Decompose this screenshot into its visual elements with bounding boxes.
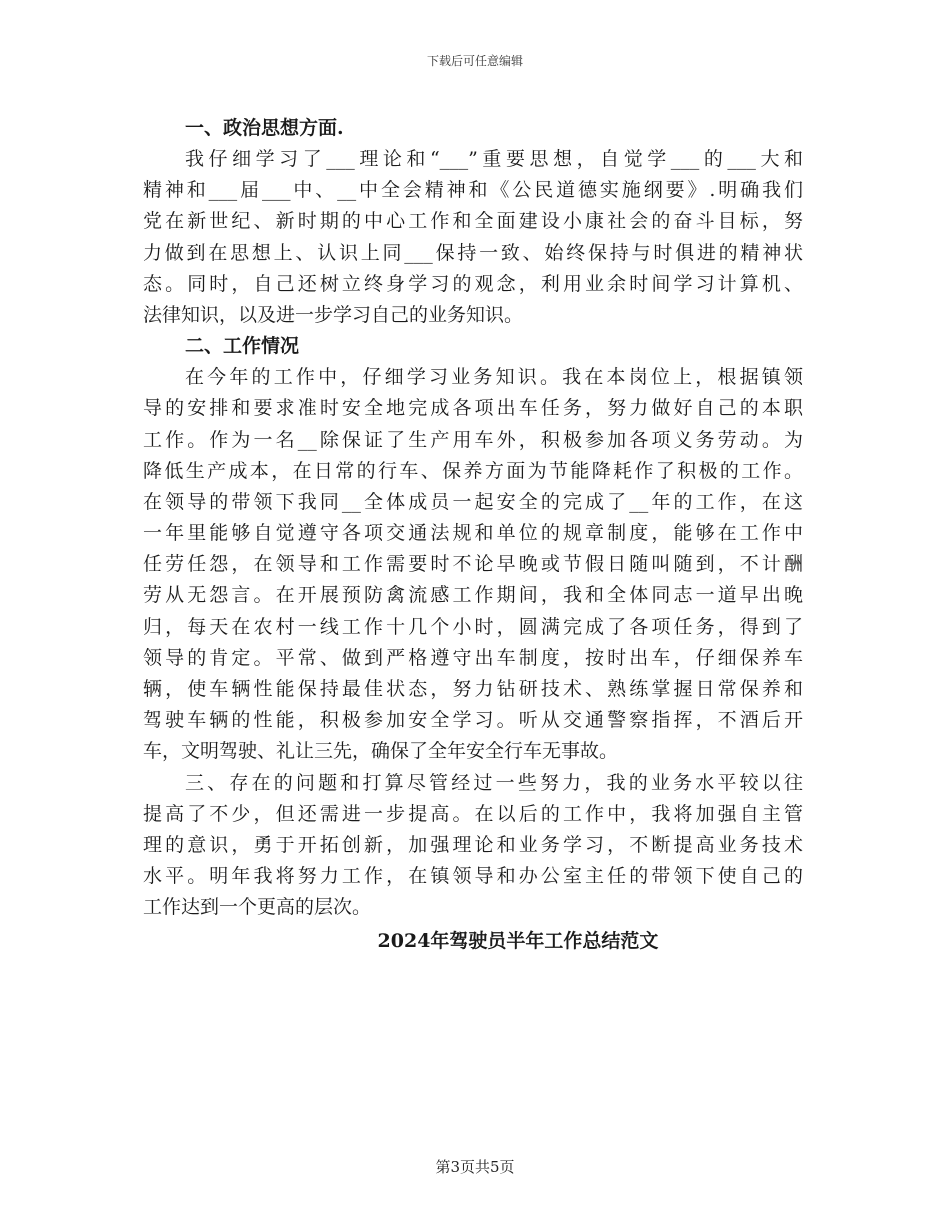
text-line: 工作达到一个更高的层次。 (143, 896, 372, 919)
text-line: 任劳任怨，在领导和工作需要时不论早晚或节假日随叫随到，不计酬 (143, 553, 803, 576)
text-line: 辆，使车辆性能保持最佳状态，努力钻研技术、熟练掌握日常保养和 (143, 678, 803, 700)
text-line: 精神和___届___中、__中全会精神和《公民道德实施纲要》.明确我们 (143, 179, 803, 202)
paragraph-problems-plans (143, 768, 803, 924)
text-line: 在今年的工作中，仔细学习业务知识。我在本岗位上，根据镇领 (185, 366, 803, 389)
text-line: 水平。明年我将努力工作，在镇领导和办公室主任的带领下使自己的 (143, 865, 803, 888)
text-line: 驾驶车辆的性能，积极参加安全学习。听从交通警察指挥，不酒后开 (143, 709, 803, 732)
text-line: 领导的肯定。平常、做到严格遵守出车制度，按时出车，仔细保养车 (143, 646, 803, 669)
text-line: 导的安排和要求准时安全地完成各项出车任务，努力做好自己的本职 (143, 397, 803, 420)
text-line: 降低生产成本，在日常的行车、保养方面为节能降耗作了积极的工作。 (143, 459, 803, 482)
text-line: 态。同时，自己还树立终身学习的观念，利用业余时间学习计算机、 (143, 272, 803, 295)
text-line: 力做到在思想上、认识上同___保持一致、始终保持与时俱进的精神状 (143, 241, 803, 264)
text-line: 三、存在的问题和打算尽管经过一些努力，我的业务水平较以往 (185, 771, 803, 794)
paragraph-political (143, 144, 803, 331)
document-body (143, 113, 803, 957)
section-heading-political: 一、政治思想方面. (185, 117, 344, 139)
header-note: 下载后可任意编辑 (426, 54, 523, 68)
text-line: 我仔细学习了___理论和“___”重要思想，自觉学___的___大和 (185, 148, 803, 170)
text-line: 在领导的带领下我同__全体成员一起安全的完成了__年的工作，在这 (143, 490, 803, 513)
document-title: 2024年驾驶员半年工作总结范文 (377, 929, 659, 952)
page-number: 第3页共5页 (435, 1158, 515, 1176)
text-line: 提高了不少，但还需进一步提高。在以后的工作中，我将加强自主管 (143, 802, 803, 825)
text-line: 劳从无怨言。在开展预防禽流感工作期间，我和全体同志一道早出晚 (143, 584, 803, 607)
paragraph-work (143, 362, 803, 767)
section-heading-work: 二、工作情况 (185, 335, 300, 358)
text-line: 归，每天在农村一线工作十几个小时，圆满完成了各项任务，得到了 (143, 615, 803, 638)
text-line: 车，文明驾驶、礼让三先，确保了全年安全行车无事故。 (143, 740, 619, 763)
text-line: 法律知识，以及进一步学习自己的业务知识。 (143, 303, 524, 326)
text-line: 理的意识，勇于开拓创新，加强理论和业务学习，不断提高业务技术 (143, 833, 803, 856)
text-line: 工作。作为一名__除保证了生产用车外，积极参加各项义务劳动。为 (143, 428, 803, 451)
text-line: 党在新世纪、新时期的中心工作和全面建设小康社会的奋斗目标，努 (143, 210, 803, 233)
text-line: 一年里能够自觉遵守各项交通法规和单位的规章制度，能够在工作中 (143, 522, 803, 545)
